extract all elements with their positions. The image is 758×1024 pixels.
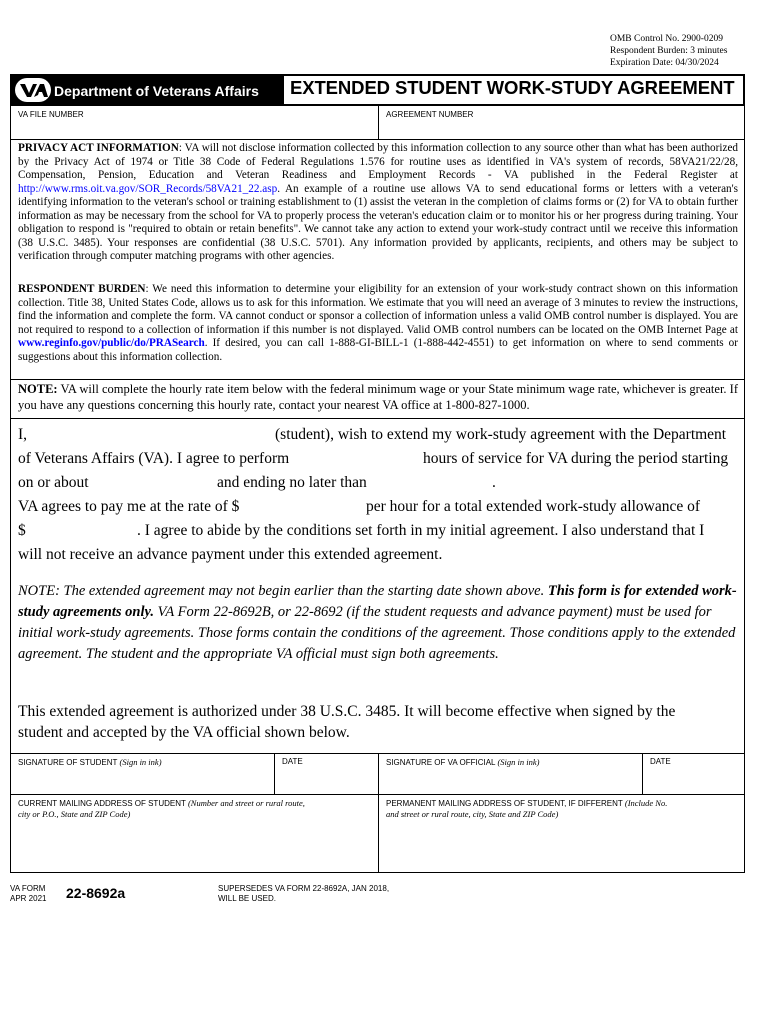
footer-supersedes-2: WILL BE USED.	[218, 894, 276, 903]
footer-va-form: VA FORM	[10, 884, 46, 893]
footer-form-id	[10, 884, 46, 904]
end-date-field[interactable]	[376, 473, 490, 493]
note-ext-text: NOTE: The extended agreement may not begin earlier than the starting date shown above.	[18, 583, 548, 599]
agreement-line-4b: per hour for a total extended work-study allowance of	[366, 498, 700, 515]
va-file-number-label: VA FILE NUMBER	[18, 110, 84, 119]
signature-student-label: SIGNATURE OF STUDENT (Sign in ink)	[18, 757, 162, 767]
agreement-line-4a: VA agrees to pay me at the rate of $	[18, 498, 240, 515]
student-date-field[interactable]	[282, 769, 372, 791]
extended-agreement-note	[18, 581, 740, 665]
agreement-line-1b: (student), wish to extend my work-study agreement with the Department	[275, 426, 727, 443]
student-name-field[interactable]	[32, 425, 267, 445]
omb-respondent-burden: Respondent Burden: 3 minutes	[610, 46, 728, 56]
note-ext-text-cont: VA Form 22-8692B, or 22-8692 (if the student requests and advance payment) must be used for initial work-study agreements. Those forms contain the conditions of the agreement. Those conditions apply to the extended agreement. The student and the appropriate VA official must sign both agreements.	[18, 604, 736, 662]
department-name: Department of Veterans Affairs	[54, 83, 259, 99]
agreement-line-3a: on or about	[18, 474, 89, 491]
student-signature-field[interactable]	[18, 769, 268, 791]
privacy-text-cont: . An example of a routine use allows VA to send educational forms or letters with a veteran's identifying information to the veteran's school or training establishment to (1) assist the veteran in the completion of claims forms or (2) for VA to obtain further information as may be necessary from the school for VA to properly process the veteran's education claim or to monitor his or her progress during training. Your obligation to respond is "required to obtain or retain benefits". We cannot take any action to extend your work-study contract until we receive this information (38 U.S.C. 3485). Your responses are confidential (38 U.S.C. 5701). Any information provided by applicants, recipients, and others may be subject to verification through computer matching programs with other agencies.	[18, 182, 738, 262]
authorized-line-2: student and accepted by the VA official shown below.	[18, 724, 350, 741]
permanent-address-field[interactable]	[386, 824, 738, 869]
note-ext-bold: This form is for extended work-study agreements only.	[18, 583, 737, 620]
pra-search-link[interactable]: www.reginfo.gov/public/do/PRASearch	[18, 337, 205, 349]
burden-text-cont: . If desired, you can call 1-888-GI-BILL-1 (1-888-442-4551) to get information on where to send comments or suggestions about this information collection.	[18, 337, 738, 363]
footer-date: APR 2021	[10, 894, 47, 903]
official-date-field[interactable]	[650, 769, 740, 791]
form-header	[10, 74, 745, 106]
agreement-number-label: AGREEMENT NUMBER	[386, 110, 474, 119]
agreement-line-3c: .	[492, 474, 496, 491]
permanent-address-label: PERMANENT MAILING ADDRESS OF STUDENT, IF DIFFERENT (Include No. and street or rural route, city, State and ZIP Code)	[386, 798, 668, 819]
start-date-field[interactable]	[96, 473, 214, 493]
privacy-heading: PRIVACY ACT INFORMATION	[18, 142, 179, 154]
footer-form-number: 22-8692a	[66, 885, 126, 901]
burden-heading: RESPONDENT BURDEN	[18, 283, 146, 295]
respondent-burden-paragraph	[18, 283, 738, 364]
agreement-line-5a: $	[18, 522, 26, 539]
note-heading: NOTE:	[18, 382, 58, 396]
official-signature-field[interactable]	[386, 769, 636, 791]
note-rate-text: VA will complete the hourly rate item below with the federal minimum wage or your State minimum wage rate, whichever is greater. If you have any questions concerning this hourly rate, contact your nearest VA office at 1-800-827-1000.	[18, 382, 738, 412]
sor-records-link[interactable]: http://www.rms.oit.va.gov/SOR_Records/58VA21_22.asp	[18, 182, 278, 195]
agreement-line-3b: and ending no later than	[217, 474, 367, 491]
va-seal-banner	[12, 76, 284, 104]
omb-expiration-date: Expiration Date: 04/30/2024	[610, 58, 719, 68]
date-student-label: DATE	[282, 757, 303, 766]
agreement-line-5b: . I agree to abide by the conditions set forth in my initial agreement. I also understand that I	[137, 522, 705, 539]
privacy-text: : VA will not disclose information collected by this information collection to any source other than what has been authorized by the Privacy Act of 1974 or Title 38 Code of Federal Regulations 1.576 for routine uses as identified in VA's system of records, 58VA21/22/28, Compensation, Pension, Education and Veteran Readiness and Employment Records - VA published in the Federal Register at	[18, 142, 738, 181]
footer-supersedes-1: SUPERSEDES VA FORM 22-8692A, JAN 2018,	[218, 884, 390, 893]
omb-control-number: OMB Control No. 2900-0209	[610, 34, 723, 44]
total-allowance-field[interactable]	[30, 521, 135, 541]
current-address-field[interactable]	[18, 824, 370, 869]
date-official-label: DATE	[650, 757, 671, 766]
current-address-label: CURRENT MAILING ADDRESS OF STUDENT (Number and street or rural route, city or P.O., State and ZIP Code)	[18, 798, 305, 819]
privacy-act-paragraph	[18, 142, 738, 264]
omb-info	[610, 33, 727, 69]
agreement-line-2b: hours of service for VA during the period starting	[423, 450, 729, 467]
agreement-line-2a: of Veterans Affairs (VA). I agree to perform	[18, 450, 290, 467]
agreement-line-6: will not receive an advance payment under this extended agreement.	[18, 546, 443, 563]
burden-text: : We need this information to determine your eligibility for an extension of your work-study contract shown on this information collection. Title 38, United States Code, allows us to ask for this information. We estimate that you will need an average of 3 minutes to review the instructions, find the information and complete the form. VA cannot conduct or sponsor a collection of information unless a valid OMB control number is displayed. You are not required to respond to a collection of information if this number is not displayed. Valid OMB control numbers can be located on the OMB Internet Page at	[18, 283, 738, 336]
note-hourly-rate	[18, 382, 738, 413]
hours-of-service-field[interactable]	[310, 449, 420, 469]
va-logo-icon	[15, 78, 51, 102]
agreement-number-field[interactable]	[386, 120, 736, 138]
signature-official-label: SIGNATURE OF VA OFFICIAL (Sign in ink)	[386, 757, 540, 767]
authorized-line-1: This extended agreement is authorized under 38 U.S.C. 3485. It will become effective when signed by the	[18, 703, 676, 720]
va-file-number-field[interactable]	[20, 120, 370, 138]
page-title: EXTENDED STUDENT WORK-STUDY AGREEMENT	[290, 77, 735, 98]
agreement-line-1a: I,	[18, 426, 28, 443]
footer-supersedes	[218, 884, 389, 904]
hourly-rate-field[interactable]	[252, 497, 362, 517]
